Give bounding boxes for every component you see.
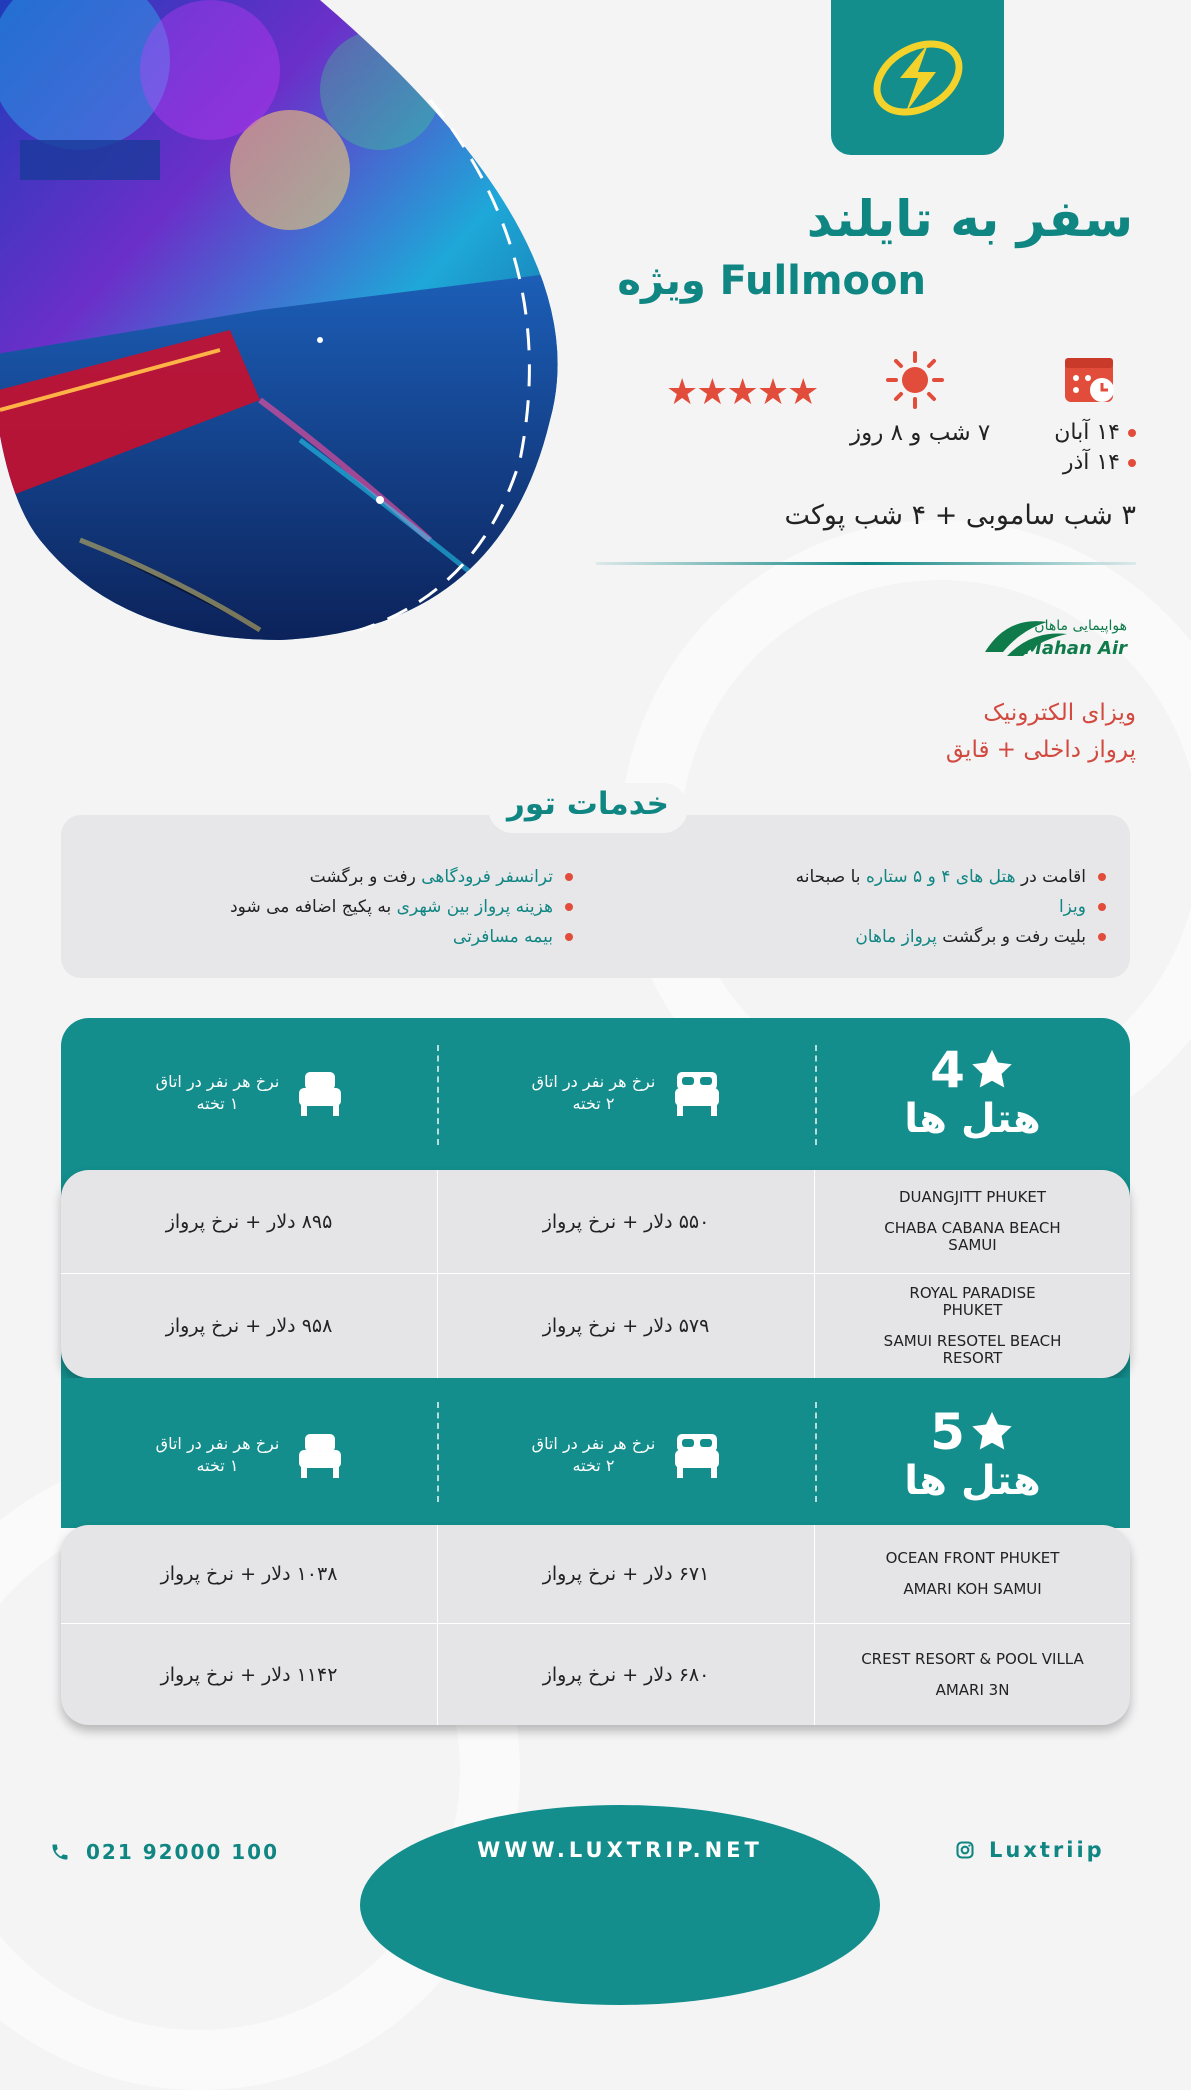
star-icon <box>969 1409 1015 1455</box>
phone-number: 021 92000 100 <box>86 1840 280 1864</box>
instagram-handle: Luxtriip <box>989 1838 1105 1862</box>
double-price: ۵۵۰ دلار + نرخ پرواز <box>437 1170 814 1273</box>
table-row <box>61 1525 1130 1624</box>
single-room-header <box>61 1018 438 1168</box>
single-price: ۱۱۴۲ دلار + نرخ پرواز <box>160 1663 338 1686</box>
hotel-names: DUANGJITT PHUKET CHABA CABANA BEACH SAMUI <box>814 1170 1130 1273</box>
service-item: ویزا <box>796 892 1106 922</box>
header-divider <box>815 1402 817 1502</box>
instagram-icon <box>955 1840 975 1860</box>
rate-label: نرخ هر نفر در اتاق <box>531 1072 656 1091</box>
airline-logo <box>977 608 1137 667</box>
hotel-class-header <box>815 1380 1130 1530</box>
hotels-label: هتل ها <box>904 1458 1041 1504</box>
service-item: ترانسفر فرودگاهی رفت و برگشت <box>230 862 573 892</box>
four-star-header <box>61 1018 1130 1168</box>
double-room-header <box>438 1018 815 1168</box>
website-link[interactable]: WWW.LUXTRIP.NET <box>477 1838 763 1862</box>
header-divider <box>437 1402 439 1502</box>
sun-icon <box>885 350 945 414</box>
divider <box>596 562 1136 565</box>
service-item: هزینه پرواز بین شهری به پکیج اضافه می شود <box>230 892 573 922</box>
star-count: 5 <box>930 1403 965 1461</box>
phone-icon <box>50 1842 70 1862</box>
page-subtitle: Fullmoon ویژه <box>617 258 926 304</box>
star-icon <box>969 1047 1015 1093</box>
phone-contact[interactable] <box>50 1840 279 1864</box>
page-title: سفر به تایلند <box>806 190 1133 248</box>
rating-stars: ★★★★★ <box>666 372 818 413</box>
date-item: ۱۴ آبان <box>1054 418 1136 448</box>
double-bed-icon <box>673 1068 721 1118</box>
rate-label: نرخ هر نفر در اتاق <box>155 1434 280 1453</box>
transport-text: پرواز داخلی + قایق <box>945 737 1136 763</box>
table-row <box>61 1170 1130 1274</box>
hotel-class-header <box>815 1018 1130 1168</box>
services-list-left <box>230 862 573 952</box>
service-item: بلیت رفت و برگشت پرواز ماهان <box>796 922 1106 952</box>
double-price: ۵۷۹ دلار + نرخ پرواز <box>437 1274 814 1378</box>
header-divider <box>815 1045 817 1145</box>
table-row <box>61 1274 1130 1378</box>
double-room-header <box>438 1380 815 1530</box>
double-price: ۶۸۰ دلار + نرخ پرواز <box>437 1624 814 1725</box>
airline-name-en: Mahan Air <box>1023 638 1127 659</box>
four-star-table <box>61 1170 1130 1378</box>
duration-text: ۷ شب و ۸ روز <box>850 420 991 446</box>
star-count: 4 <box>930 1041 965 1099</box>
date-item: ۱۴ آذر <box>1054 448 1136 478</box>
five-star-header <box>61 1380 1130 1530</box>
rate-beds: ۱ تخته <box>196 1094 239 1113</box>
rate-beds: ۲ تخته <box>572 1456 615 1475</box>
table-row <box>61 1624 1130 1725</box>
five-star-table <box>61 1525 1130 1725</box>
single-room-header <box>61 1380 438 1530</box>
service-item: اقامت در هتل های ۴ و ۵ ستاره با صبحانه <box>796 862 1106 892</box>
calendar-icon <box>1062 350 1118 410</box>
single-price: ۸۹۵ دلار + نرخ پرواز <box>165 1210 333 1233</box>
rate-label: نرخ هر نفر در اتاق <box>155 1072 280 1091</box>
hotel-names: ROYAL PARADISE PHUKET SAMUI RESOTEL BEACH RESORT <box>814 1274 1130 1378</box>
instagram-link[interactable] <box>955 1838 1105 1862</box>
header-divider <box>437 1045 439 1145</box>
hotel-names: OCEAN FRONT PHUKET AMARI KOH SAMUI <box>814 1525 1130 1623</box>
logo-mark-icon <box>866 26 970 130</box>
brand-logo <box>831 0 1004 155</box>
hotels-label: هتل ها <box>904 1096 1041 1142</box>
services-title: خدمات تور <box>507 786 669 822</box>
visa-text: ویزای الکترونیک <box>983 700 1136 726</box>
tour-dates <box>1054 418 1136 478</box>
footer-arc <box>360 1805 880 2005</box>
single-bed-icon <box>297 1068 343 1118</box>
rate-beds: ۲ تخته <box>572 1094 615 1113</box>
airline-name-fa: هواپیمایی ماهان <box>1034 618 1127 634</box>
hotel-names: CREST RESORT & POOL VILLA AMARI 3N <box>814 1624 1130 1725</box>
single-bed-icon <box>297 1430 343 1480</box>
double-bed-icon <box>673 1430 721 1480</box>
single-price: ۱۰۳۸ دلار + نرخ پرواز <box>160 1563 338 1585</box>
services-list-right <box>796 862 1106 952</box>
route-text: ۳ شب ساموبی + ۴ شب پوکت <box>784 500 1136 531</box>
single-price: ۹۵۸ دلار + نرخ پرواز <box>165 1315 333 1337</box>
hero-photo <box>0 0 600 660</box>
rate-label: نرخ هر نفر در اتاق <box>531 1434 656 1453</box>
rate-beds: ۱ تخته <box>196 1456 239 1475</box>
service-item: بیمه مسافرتی <box>230 922 573 952</box>
double-price: ۶۷۱ دلار + نرخ پرواز <box>437 1525 814 1623</box>
